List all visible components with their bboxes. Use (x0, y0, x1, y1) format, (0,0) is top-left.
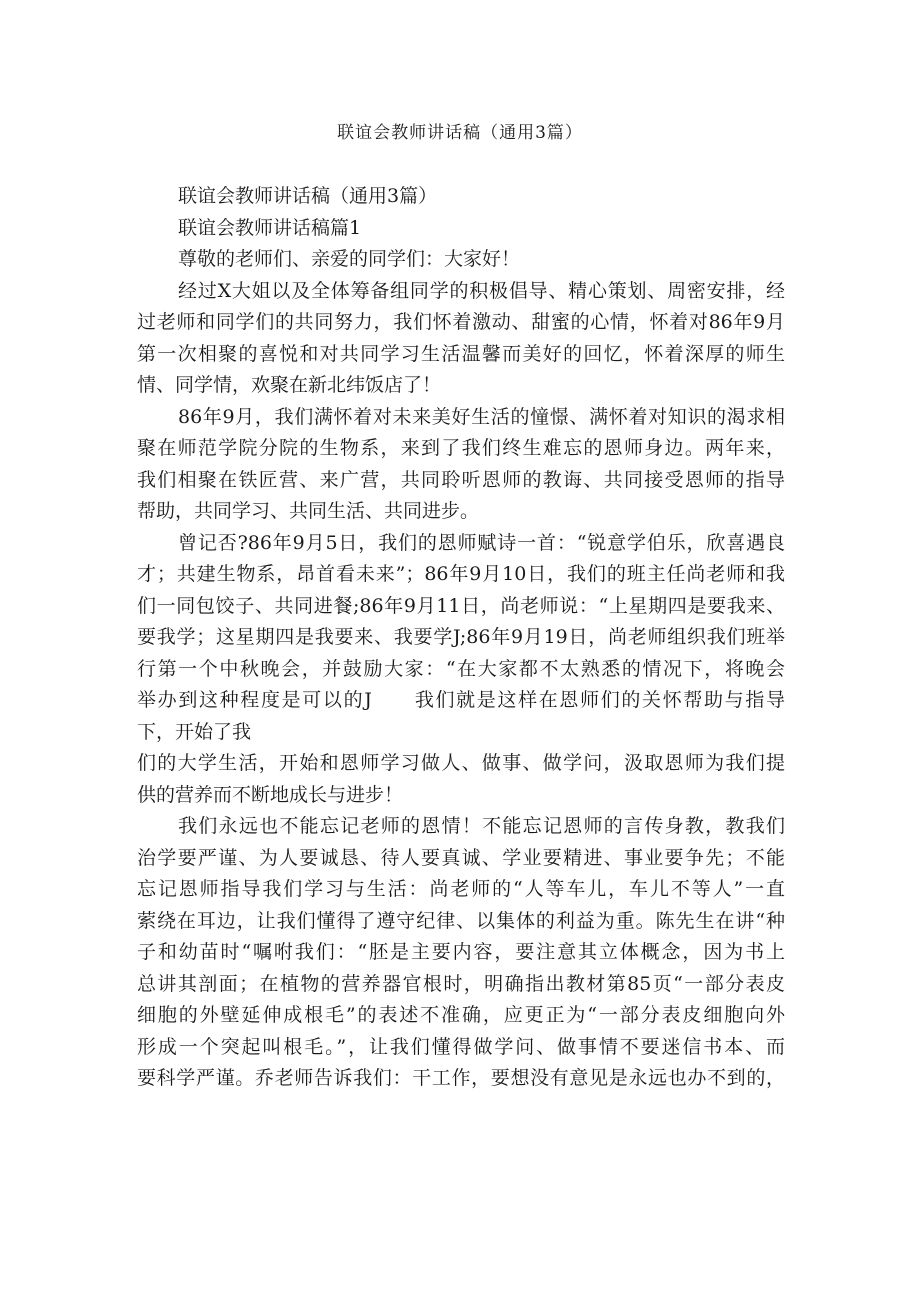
paragraph-line: 曾记否?86年9月5日，我们的恩师赋诗一首：“锐意学伯乐，欣喜遇良 (178, 531, 785, 554)
paragraph-line: 子和幼苗时“嘱咐我们：“胚是主要内容，要注意其立体概念，因为书上 (137, 941, 785, 963)
document-title: 联谊会教师讲话稿（通用3篇） (337, 123, 583, 143)
paragraph-line: 我们永远也不能忘记老师的恩情！不能忘记恩师的言传身教，教我们 (178, 815, 785, 837)
paragraph-line: 情、同学情，欢聚在新北纬饭店了！ (137, 374, 442, 396)
section-heading: 联谊会教师讲话稿篇1 (178, 216, 362, 239)
paragraph-line: 细胞的外壁延伸成根毛”的表述不准确，应更正为“一部分表皮细胞向外 (137, 1004, 785, 1026)
paragraph-line: 下，开始了我 (137, 720, 252, 743)
salutation-line: 尊敬的老师们、亲爱的同学们：大家好！ (178, 248, 521, 270)
paragraph-line: 们的大学生活，开始和恩师学习做人、做事、做学问，汲取恩师为我们提 (137, 752, 785, 774)
paragraph-line: 要科学严谨。乔老师告诉我们：干工作，要想没有意见是永远也办不到的， (137, 1067, 785, 1089)
paragraph-line: 总讲其剖面；在植物的营养器官根时，明确指出教材第85页“一部分表皮 (137, 972, 785, 995)
paragraph-line: 帮助，共同学习、共同生活、共同进步。 (137, 500, 480, 522)
paragraph-line: 行第一个中秋晚会，并鼓励大家：“在大家都不太熟悉的情况下，将晚会 (137, 657, 785, 680)
paragraph-line: 86年9月，我们满怀着对未来美好生活的憧憬、满怀着对知识的渴求相 (178, 405, 785, 428)
document-body (137, 181, 785, 1095)
paragraph-line: 举办到这种程度是可以的J 我们就是这样在恩师们的关怀帮助与指导 (137, 689, 785, 711)
paragraph-line: 忘记恩师指导我们学习与生活：尚老师的“人等车儿，车儿不等人”一直 (137, 878, 785, 900)
paragraph-line: 治学要严谨、为人要诚恳、待人要真诚、学业要精进、事业要争先；不能 (137, 846, 785, 869)
paragraph-line: 我们相聚在铁匠营、来广营，共同聆听恩师的教诲、共同接受恩师的指导 (137, 468, 785, 491)
paragraph-line: 才；共建生物系，昂首看未来”；86年9月10日，我们的班主任尚老师和我 (137, 563, 785, 585)
paragraph-line: 第一次相聚的喜悦和对共同学习生活温馨而美好的回忆，怀着深厚的师生 (137, 342, 785, 365)
paragraph-line: 要我学；这星期四是我要来、我要学J;86年9月19日，尚老师组织我们班举 (137, 626, 785, 648)
paragraph-line: 形成一个突起叫根毛。”，让我们懂得做学问、做事情不要迷信书本、而 (137, 1035, 785, 1058)
paragraph-line: 经过X大姐以及全体筹备组同学的积极倡导、精心策划、周密安排，经 (178, 279, 785, 302)
paragraph-line: 们一同包饺子、共同进餐;86年9月11日，尚老师说：“上星期四是要我来、 (137, 594, 785, 617)
paragraph-line: 过老师和同学们的共同努力，我们怀着激动、甜蜜的心情，怀着对86年9月 (137, 311, 785, 333)
paragraph-line: 供的营养而不断地成长与进步！ (137, 783, 404, 806)
subtitle-line: 联谊会教师讲话稿（通用3篇） (178, 185, 438, 207)
paragraph-line: 聚在师范学院分院的生物系，来到了我们终生难忘的恩师身边。两年来， (137, 437, 785, 459)
paragraph-line: 萦绕在耳边，让我们懂得了遵守纪律、以集体的利益为重。陈先生在讲“种 (137, 909, 785, 932)
